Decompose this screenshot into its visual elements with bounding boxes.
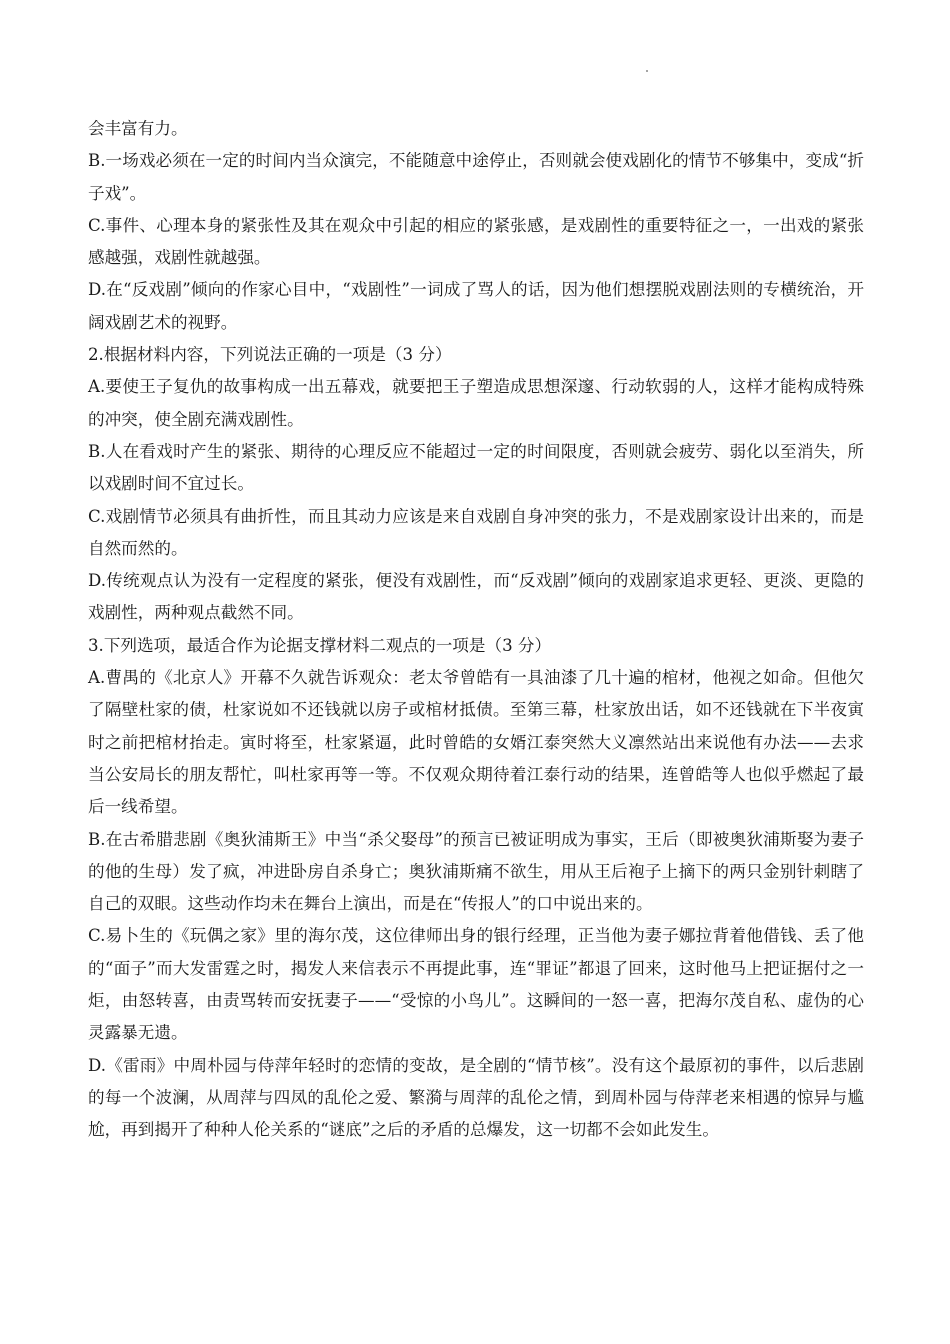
- q2-option-c: C.戏剧情节必须具有曲折性，而且其动力应该是来自戏剧自身冲突的张力，不是戏剧家设计出来的，而是自然而然的。: [88, 506, 864, 558]
- q1-option-c: C.事件、心理本身的紧张性及其在观众中引起的相应的紧张感，是戏剧性的重要特征之一，一出戏的紧张感越强，戏剧性就越强。: [88, 215, 864, 268]
- q1-option-b: B.一场戏必须在一定的时间内当众演完，不能随意中途停止，否则就会使戏剧化的情节不够集中，变成“折子戏”。: [88, 151, 864, 203]
- q2-option-b: B.人在看戏时产生的紧张、期待的心理反应不能超过一定的时间限度，否则就会疲劳、弱化以至消失，所以戏剧时间不宜过长。: [88, 441, 864, 494]
- paragraph-continuation: 会丰富有力。: [88, 119, 188, 138]
- question-2-stem: 2.根据材料内容，下列说法正确的一项是（3 分）: [88, 345, 452, 365]
- q3-option-d: D.《雷雨》中周朴园与侍萍年轻时的恋情的变故，是全剧的“情节核”。没有这个最原初的事件，以后悲剧的每一个波澜，从周萍与四凤的乱伦之爱、繁漪与周萍的乱伦之情，到周朴园与侍萍老来相遇的惊异与尴尬，再到揭开了种种人伦关系的“谜底”之后的矛盾的总爆发，这一切都不会如此发生。: [88, 1055, 864, 1140]
- q3-option-c: C.易卜生的《玩偶之家》里的海尔茂，这位律师出身的银行经理，正当他为妻子娜拉背着他借钱、丢了他的“面子”而大发雷霆之时，揭发人来信表示不再提此事，连“罪证”都退了回来，这时他马上把证据付之一炬，由怒转喜，由责骂转而安抚妻子——“受惊的小鸟儿”。这瞬间的一怒一喜，把海尔茂自私、虚伪的心灵露暴无遗。: [88, 926, 864, 1043]
- q1-option-d: D.在“反戏剧”倾向的作家心目中，“戏剧性”一词成了骂人的话，因为他们想摆脱戏剧法则的专横统治，开阔戏剧艺术的视野。: [88, 280, 864, 332]
- question-3-stem: 3.下列选项，最适合作为论据支撑材料二观点的一项是（3 分）: [88, 635, 552, 655]
- q2-option-a: A.要使王子复仇的故事构成一出五幕戏，就要把王子塑造成思想深邃、行动软弱的人，这样才能构成特殊的冲突，使全剧充满戏剧性。: [88, 377, 864, 429]
- q3-option-b: B.在古希腊悲剧《奥狄浦斯王》中当“杀父娶母”的预言已被证明成为事实，王后（即被奥狄浦斯娶为妻子的他的生母）发了疯，冲进卧房自杀身亡；奥狄浦斯痛不欲生，用从王后袍子上摘下的两只金别针刺瞎了自己的双眼。这些动作均未在舞台上演出，而是在“传报人”的口中说出来的。: [88, 829, 864, 914]
- document-body: [88, 113, 864, 1147]
- q2-option-d: D.传统观点认为没有一定程度的紧张，便没有戏剧性，而“反戏剧”倾向的戏剧家追求更轻、更淡、更隐的戏剧性，两种观点截然不同。: [88, 571, 864, 623]
- q3-option-a: A.曹禺的《北京人》开幕不久就告诉观众：老太爷曾皓有一具油漆了几十遍的棺材，他视之如命。但他欠了隔壁杜家的债，杜家说如不还钱就以房子或棺材抵债。至第三幕，杜家放出话，如不还钱就在下半夜寅时之前把棺材抬走。寅时将至，杜家紧逼，此时曾皓的女婿江泰突然大义凛然站出来说他有办法——去求当公安局长的朋友帮忙，叫杜家再等一等。不仅观众期待着江泰行动的结果，连曾皓等人也似乎燃起了最后一线希望。: [88, 668, 864, 817]
- page-speck: [646, 70, 648, 72]
